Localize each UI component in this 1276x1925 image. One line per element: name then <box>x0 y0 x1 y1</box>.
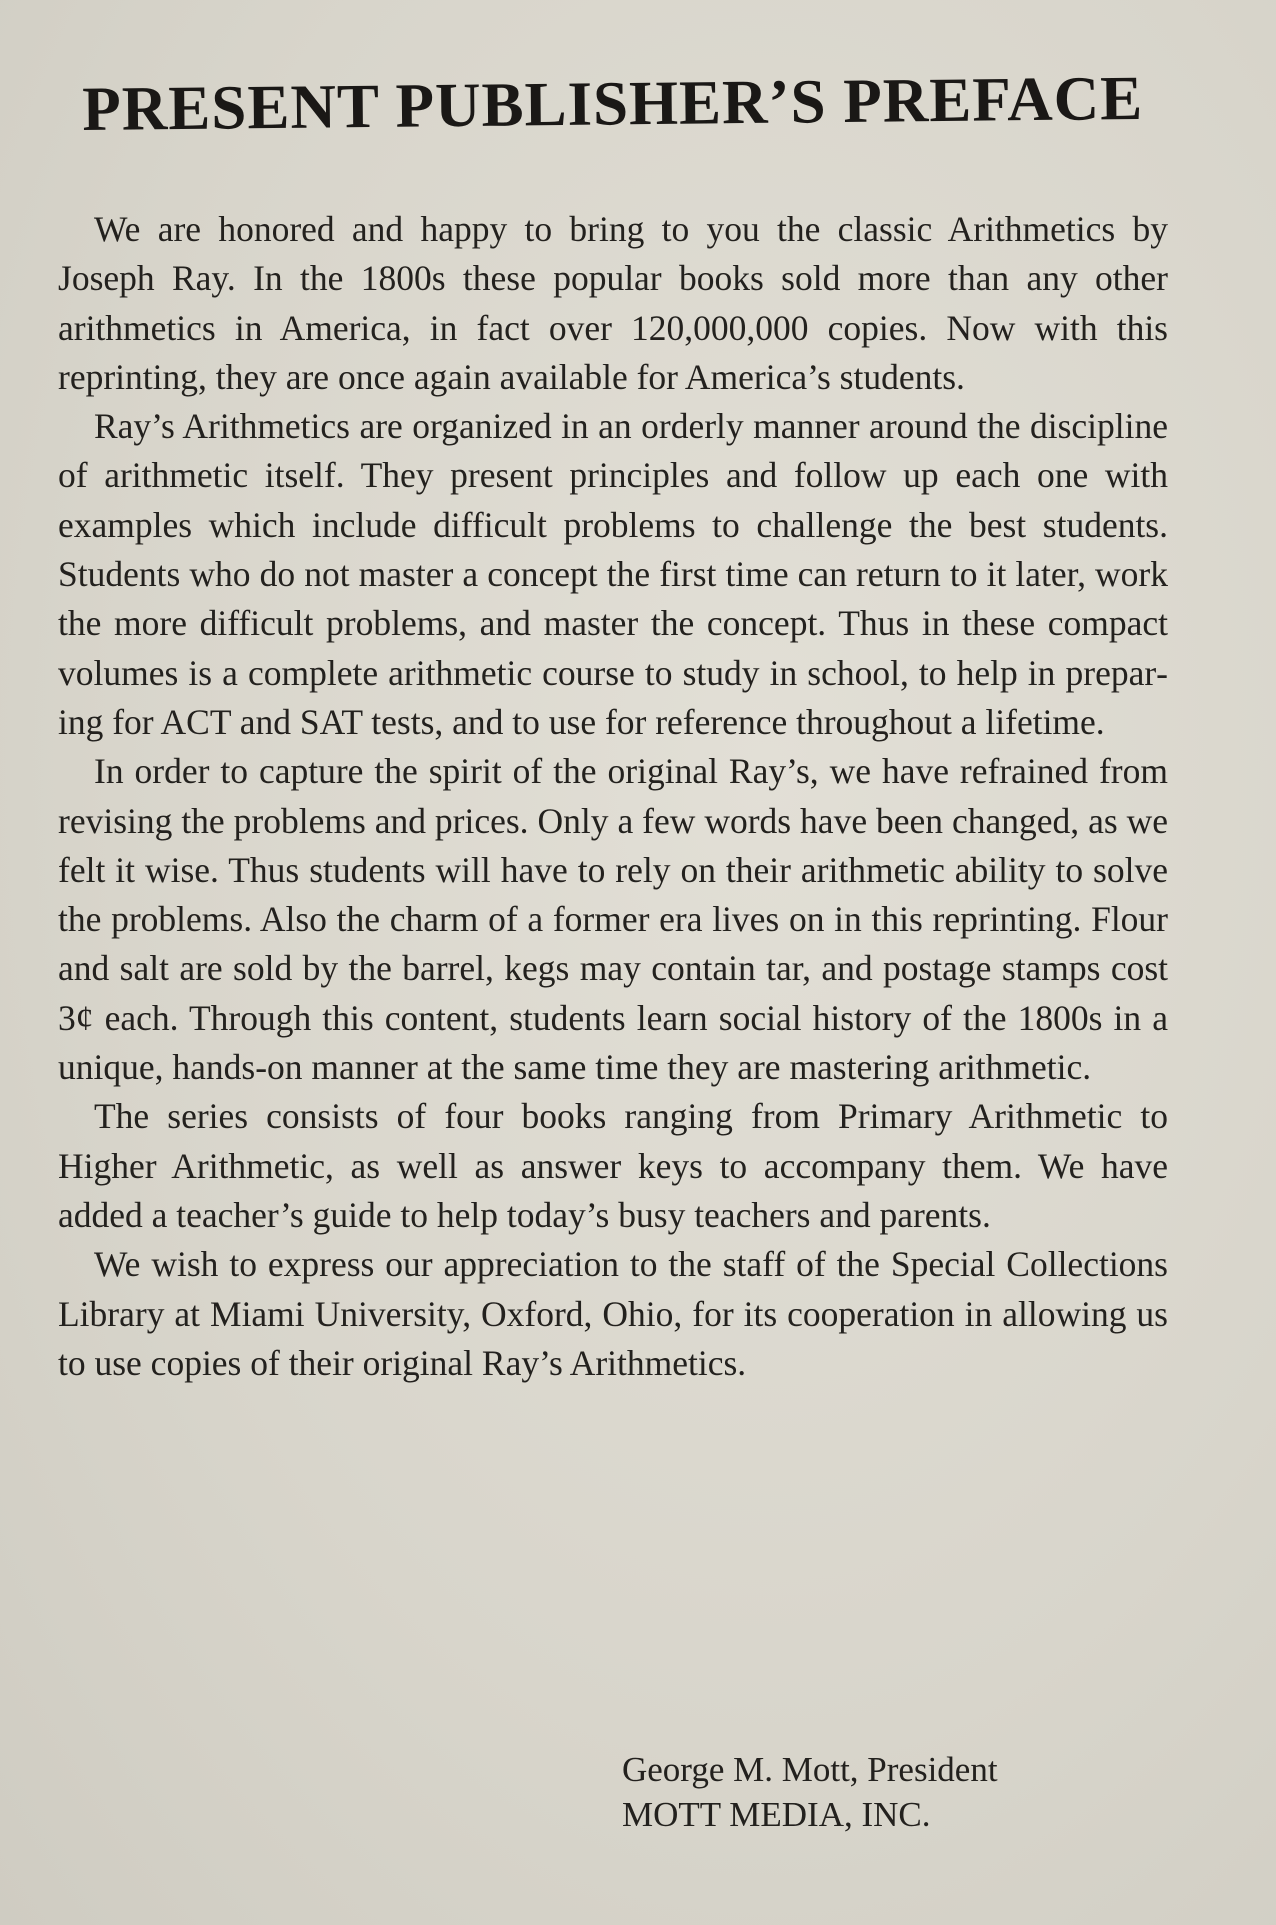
signature-name: George M. Mott, President <box>622 1750 998 1789</box>
page-title: PRESENT PUBLISHER’S PREFACE <box>81 62 1144 144</box>
paragraph-4: The series consists of four books ranging from Primary Arithmetic to Higher Arithmetic, as well as answer keys to accompany them. We have added a teacher’s guide to help today’s busy teachers and parents. <box>58 1096 1168 1235</box>
paragraph-5: We wish to express our appreciation to the staff of the Special Collections Library at Miami University, Oxford, Ohio, for its cooperation in allowing us to use copies of their original Ray’s Arithmetics. <box>58 1244 1168 1383</box>
signature-company: MOTT MEDIA, INC. <box>622 1795 931 1834</box>
paragraph-1: We are honored and happy to bring to you the classic Arithmetics by Joseph Ray. In the 1800s these popular books sold more than any other arithmetics in America, in fact over 120,000,000 copies. Now with this reprinting, they are once again available for America’s students. <box>58 209 1168 397</box>
paragraph-3: In order to capture the spirit of the original Ray’s, we have refrained from revising the problems and prices. Only a few words have been changed, as we felt it wise. Thus students will have to rely on their arithmetic ability to solve the problems. Also the charm of a former era lives on in this reprinting. Flour and salt are sold by the barrel, kegs may contain tar, and postage stamps cost 3¢ each. Through this content, students learn social history of the 1800s in a unique, hands-on manner at the same time they are mastering arithmetic. <box>58 751 1168 1088</box>
paragraph-2: Ray’s Arithmetics are organized in an orderly manner around the discipline of arithmetic itself. They present principles and follow up each one with examples which include difficult problems to challenge the best students. Students who do not master a concept the first time can return to it later, work the more difficult problems, and master the concept. Thus in these compact volumes is a complete arithmetic course to study in school, to help in preparing for ACT and SAT tests, and to use for reference throughout a lifetime. <box>58 406 1168 742</box>
signature-block <box>622 1747 998 1837</box>
preface-body <box>58 205 1168 1388</box>
